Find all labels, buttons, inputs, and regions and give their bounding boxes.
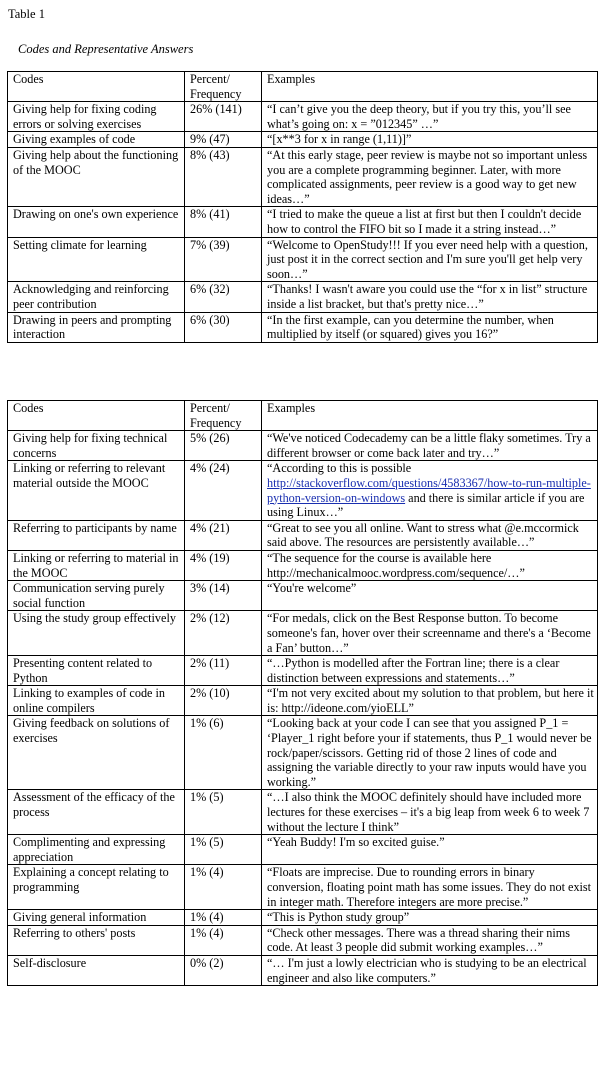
example-cell: “The sequence for the course is available here http://mechanicalmooc.wordpress.com/sequence/…” xyxy=(262,550,598,580)
code-cell: Giving examples of code xyxy=(8,132,185,148)
percent-frequency-cell: 1% (6) xyxy=(185,716,262,790)
example-cell: “In the first example, can you determine the number, when multiplied by itself (or squared) gives you 16?” xyxy=(262,312,598,342)
example-cell: “Yeah Buddy! I'm so excited guise.” xyxy=(262,835,598,865)
table-row xyxy=(8,461,598,520)
example-cell: “Looking back at your code I can see that you assigned P_1 = ‘Player_1 right before your if statements, thus P_1 would never be rock/paper/scissors. Getting rid of those 2 lines of code and assigning the variable directly to your raw inputs would have you working.” xyxy=(262,716,598,790)
percent-frequency-cell: 1% (5) xyxy=(185,790,262,835)
code-cell: Using the study group effectively xyxy=(8,611,185,656)
percent-frequency-cell: 26% (141) xyxy=(185,102,262,132)
code-cell: Referring to others' posts xyxy=(8,925,185,955)
percent-frequency-cell: 4% (24) xyxy=(185,461,262,520)
table-row xyxy=(8,237,598,282)
code-cell: Giving general information xyxy=(8,910,185,926)
table-row xyxy=(8,550,598,580)
example-cell: “We've noticed Codecademy can be a little flaky sometimes. Try a different browser or come back later and try…” xyxy=(262,431,598,461)
percent-frequency-cell: 1% (4) xyxy=(185,865,262,910)
percent-frequency-cell: 4% (19) xyxy=(185,550,262,580)
codes-table-part-2 xyxy=(7,400,598,986)
code-cell: Linking or referring to relevant material outside the MOOC xyxy=(8,461,185,520)
example-cell: “… I'm just a lowly electrician who is studying to be an electrical engineer and also like computers.” xyxy=(262,955,598,985)
table-row xyxy=(8,207,598,237)
example-cell: “This is Python study group” xyxy=(262,910,598,926)
code-cell: Communication serving purely social function xyxy=(8,581,185,611)
code-cell: Linking to examples of code in online compilers xyxy=(8,686,185,716)
example-cell: “I can’t give you the deep theory, but if you try this, you’ll see what’s going on: x = ”012345” …” xyxy=(262,102,598,132)
example-cell: “You're welcome” xyxy=(262,581,598,611)
code-cell: Giving help for fixing coding errors or solving exercises xyxy=(8,102,185,132)
example-text: “According to this is possible xyxy=(267,461,412,476)
code-cell: Presenting content related to Python xyxy=(8,656,185,686)
table-row xyxy=(8,686,598,716)
code-cell: Acknowledging and reinforcing peer contribution xyxy=(8,282,185,312)
percent-frequency-cell: 0% (2) xyxy=(185,955,262,985)
table-number: Table 1 xyxy=(8,7,45,21)
header-examples: Examples xyxy=(262,401,598,431)
percent-frequency-cell: 1% (5) xyxy=(185,835,262,865)
example-cell: “Welcome to OpenStudy!!! If you ever need help with a question, just post it in the correct section and I'm sure you'll get help very soon…” xyxy=(262,237,598,282)
table-row xyxy=(8,716,598,790)
example-cell: “[x**3 for x in range (1,11)]” xyxy=(262,132,598,148)
code-cell: Self-disclosure xyxy=(8,955,185,985)
table-row xyxy=(8,282,598,312)
code-cell: Explaining a concept relating to programming xyxy=(8,865,185,910)
percent-frequency-cell: 1% (4) xyxy=(185,910,262,926)
code-cell: Linking or referring to material in the MOOC xyxy=(8,550,185,580)
percent-frequency-cell: 1% (4) xyxy=(185,925,262,955)
example-cell: “Great to see you all online. Want to stress what @e.mccormick said above. The resources are persistently available…” xyxy=(262,520,598,550)
percent-frequency-cell: 6% (30) xyxy=(185,312,262,342)
table-header-row xyxy=(8,72,598,102)
code-cell: Referring to participants by name xyxy=(8,520,185,550)
example-cell: “Check other messages. There was a thread sharing their nims code. At least 3 people did submit working examples…” xyxy=(262,925,598,955)
percent-frequency-cell: 8% (43) xyxy=(185,147,262,206)
table-row xyxy=(8,147,598,206)
table-caption: Codes and Representative Answers xyxy=(18,42,194,56)
example-cell: “Floats are imprecise. Due to rounding errors in binary conversion, floating point math has some issues. They do not exist in integer math. Therefore integers are more precise.” xyxy=(262,865,598,910)
stackoverflow-link[interactable]: http://stackoverflow.com/questions/4583367/how-to-run-multiple-python-version-on-windows xyxy=(267,475,591,505)
example-cell: “I'm not very excited about my solution to that problem, but here it is: http://ideone.com/yioELL” xyxy=(262,686,598,716)
header-examples: Examples xyxy=(262,72,598,102)
example-text: and there is similar article if you are using Linux…” xyxy=(267,490,585,520)
table-row xyxy=(8,520,598,550)
table-row xyxy=(8,955,598,985)
percent-frequency-cell: 7% (39) xyxy=(185,237,262,282)
code-cell: Setting climate for learning xyxy=(8,237,185,282)
example-cell: “…Python is modelled after the Fortran line; there is a clear distinction between expressions and statements…” xyxy=(262,656,598,686)
example-cell: “I tried to make the queue a list at first but then I couldn't decide how to control the FIFO bit so I made it a string instead…” xyxy=(262,207,598,237)
example-cell: “Thanks! I wasn't aware you could use the “for x in list” structure inside a list bracket, but that's pretty nice…” xyxy=(262,282,598,312)
header-percent-frequency: Percent/ Frequency xyxy=(185,401,262,431)
table-row xyxy=(8,835,598,865)
table-row xyxy=(8,611,598,656)
percent-frequency-cell: 2% (12) xyxy=(185,611,262,656)
example-cell: “At this early stage, peer review is maybe not so important unless you are a complete programming beginner. Later, with more complicated assignments, peer review is a good way to get new ideas…” xyxy=(262,147,598,206)
percent-frequency-cell: 9% (47) xyxy=(185,132,262,148)
header-codes: Codes xyxy=(8,72,185,102)
table-row xyxy=(8,656,598,686)
table-row xyxy=(8,865,598,910)
header-percent-frequency: Percent/ Frequency xyxy=(185,72,262,102)
percent-frequency-cell: 5% (26) xyxy=(185,431,262,461)
example-cell: “For medals, click on the Best Response button. To become someone's fan, hover over their screenname and there's a ‘Become a Fan’ button…” xyxy=(262,611,598,656)
example-cell xyxy=(262,461,598,520)
table-row xyxy=(8,132,598,148)
percent-frequency-cell: 2% (11) xyxy=(185,656,262,686)
header-codes: Codes xyxy=(8,401,185,431)
percent-frequency-cell: 6% (32) xyxy=(185,282,262,312)
code-cell: Giving help about the functioning of the MOOC xyxy=(8,147,185,206)
code-cell: Drawing in peers and prompting interaction xyxy=(8,312,185,342)
table-row xyxy=(8,431,598,461)
table-header-row xyxy=(8,401,598,431)
code-cell: Giving help for fixing technical concerns xyxy=(8,431,185,461)
codes-table-part-1 xyxy=(7,71,598,343)
code-cell: Complimenting and expressing appreciation xyxy=(8,835,185,865)
example-cell: “…I also think the MOOC definitely should have included more lectures for these exercises – it's a big leap from week 6 to week 7 without the lecture I think” xyxy=(262,790,598,835)
percent-frequency-cell: 4% (21) xyxy=(185,520,262,550)
code-cell: Assessment of the efficacy of the process xyxy=(8,790,185,835)
table-row xyxy=(8,102,598,132)
percent-frequency-cell: 2% (10) xyxy=(185,686,262,716)
table-row xyxy=(8,312,598,342)
percent-frequency-cell: 3% (14) xyxy=(185,581,262,611)
code-cell: Drawing on one's own experience xyxy=(8,207,185,237)
table-row xyxy=(8,910,598,926)
percent-frequency-cell: 8% (41) xyxy=(185,207,262,237)
table-row xyxy=(8,925,598,955)
table-row xyxy=(8,790,598,835)
table-row xyxy=(8,581,598,611)
code-cell: Giving feedback on solutions of exercises xyxy=(8,716,185,790)
